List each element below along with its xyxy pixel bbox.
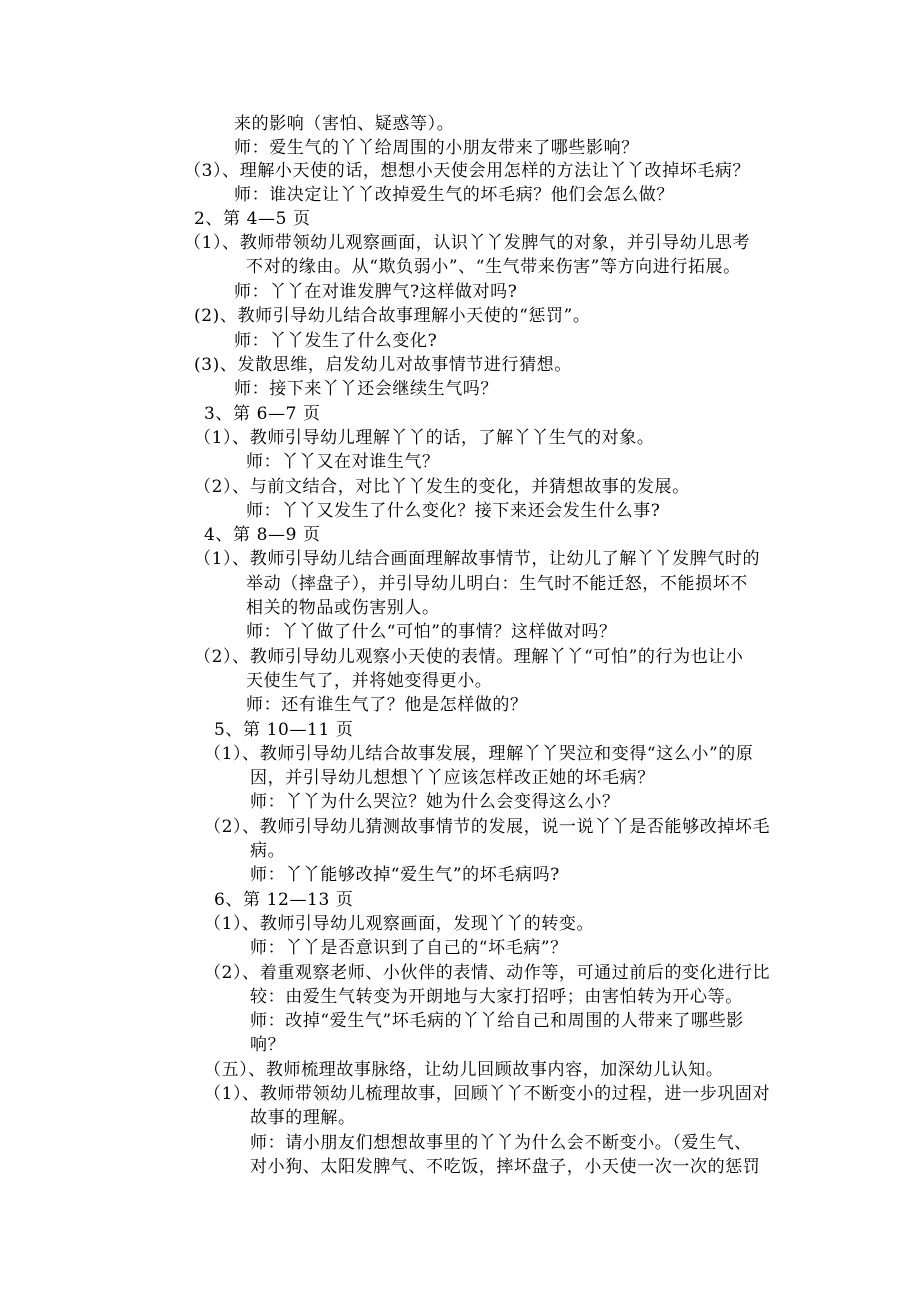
text-line: 不对的缘由。从“欺负弱小”、“生气带来伤害”等方向进行拓展。 <box>246 257 741 277</box>
text-line: 师：丫丫又发生了什么变化？接下来还会发生什么事? <box>246 501 661 521</box>
text-line: （1）、教师带领幼儿梳理故事，回顾丫丫不断变小的过程，进一步巩固对 <box>204 1084 771 1104</box>
text-line: （2）、教师引导幼儿观察小天使的表情。理解丫丫“可怕”的行为也让小 <box>194 647 744 667</box>
section-heading: 5、第 10—11 页 <box>214 720 354 740</box>
section-heading: 4、第 8—9 页 <box>204 525 321 545</box>
text-line: 病。 <box>250 841 286 861</box>
text-line: 响？ <box>250 1035 286 1055</box>
text-line: 师：丫丫发生了什么变化? <box>234 331 438 351</box>
text-line: 相关的物品或伤害别人。 <box>246 598 440 618</box>
text-line: （1）、教师引导幼儿结合画面理解故事情节，让幼儿了解丫丫发脾气时的 <box>194 549 761 569</box>
text-line: 举动（摔盘子），并引导幼儿明白：生气时不能迁怒，不能损坏不 <box>246 574 748 594</box>
text-line: （3）、理解小天使的话，想想小天使会用怎样的方法让丫丫改掉坏毛病？ <box>184 161 751 181</box>
text-line: （1）、教师引导幼儿理解丫丫的话，了解丫丫生气的对象。 <box>194 428 655 448</box>
text-line: 师：丫丫在对谁发脾气?这样做对吗? <box>234 282 518 302</box>
text-line: （1）、教师带领幼儿观察画面，认识丫丫发脾气的对象，并引导幼儿思考 <box>184 233 751 253</box>
section-heading: 3、第 6—7 页 <box>204 404 321 424</box>
text-line: 师：丫丫做了什么“可怕”的事情？这样做对吗？ <box>246 622 617 642</box>
text-line: 师：丫丫又在对谁生气？ <box>246 452 440 472</box>
text-line: （2）、教师引导幼儿猜测故事情节的发展，说一说丫丫是否能够改掉坏毛 <box>204 817 771 837</box>
text-line: 师：改掉“爱生气”坏毛病的丫丫给自己和周围的人带来了哪些影 <box>250 1011 744 1031</box>
text-line: 来的影响（害怕、疑惑等）。 <box>234 114 455 134</box>
text-line: 较：由爱生气转变为开朗地与大家打招呼；由害怕转为开心等。 <box>250 987 743 1007</box>
text-line: 师：丫丫为什么哭泣？她为什么会变得这么小？ <box>250 792 620 812</box>
text-line: （1）、教师引导幼儿结合故事发展，理解丫丫哭泣和变得“这么小”的原 <box>204 744 754 764</box>
text-line: 师：丫丫能够改掉“爱生气”的坏毛病吗? <box>250 865 560 885</box>
text-line: 师：请小朋友们想想故事里的丫丫为什么会不断变小。（爱生气、 <box>250 1133 752 1153</box>
section-heading: 2、第 4—5 页 <box>194 209 311 229</box>
section-heading: 6、第 12—13 页 <box>214 890 354 910</box>
text-line: （五）、教师梳理故事脉络，让幼儿回顾故事内容，加深幼儿认知。 <box>204 1060 724 1080</box>
text-line: 师：爱生气的丫丫给周围的小朋友带来了哪些影响？ <box>234 138 639 158</box>
text-line: (3)、发散思维，启发幼儿对故事情节进行猜想。 <box>194 355 572 375</box>
text-line: （2）、与前文结合，对比丫丫发生的变化，并猜想故事的发展。 <box>194 477 690 497</box>
text-line: 师：还有谁生气了？他是怎样做的？ <box>246 695 528 715</box>
text-line: 师：接下来丫丫还会继续生气吗？ <box>234 379 498 399</box>
text-line: (2)、教师引导幼儿结合故事理解小天使的“惩罚”。 <box>194 306 591 326</box>
text-line: 天使生气了，并将她变得更小。 <box>246 671 493 691</box>
text-line: 师：丫丫是否意识到了自己的“坏毛病”？ <box>250 938 568 958</box>
text-line: （1）、教师引导幼儿观察画面，发现丫丫的转变。 <box>204 914 595 934</box>
text-line: 故事的理解。 <box>250 1108 356 1128</box>
text-line: 师：谁决定让丫丫改掉爱生气的坏毛病？他们会怎么做？ <box>234 185 674 205</box>
text-line: 因，并引导幼儿想想丫丫应该怎样改正她的坏毛病？ <box>250 768 655 788</box>
text-line: 对小狗、太阳发脾气、不吃饭，摔坏盘子，小天使一次一次的惩罚 <box>250 1157 761 1177</box>
text-line: （2）、着重观察老师、小伙伴的表情、动作等，可通过前后的变化进行比 <box>204 963 771 983</box>
